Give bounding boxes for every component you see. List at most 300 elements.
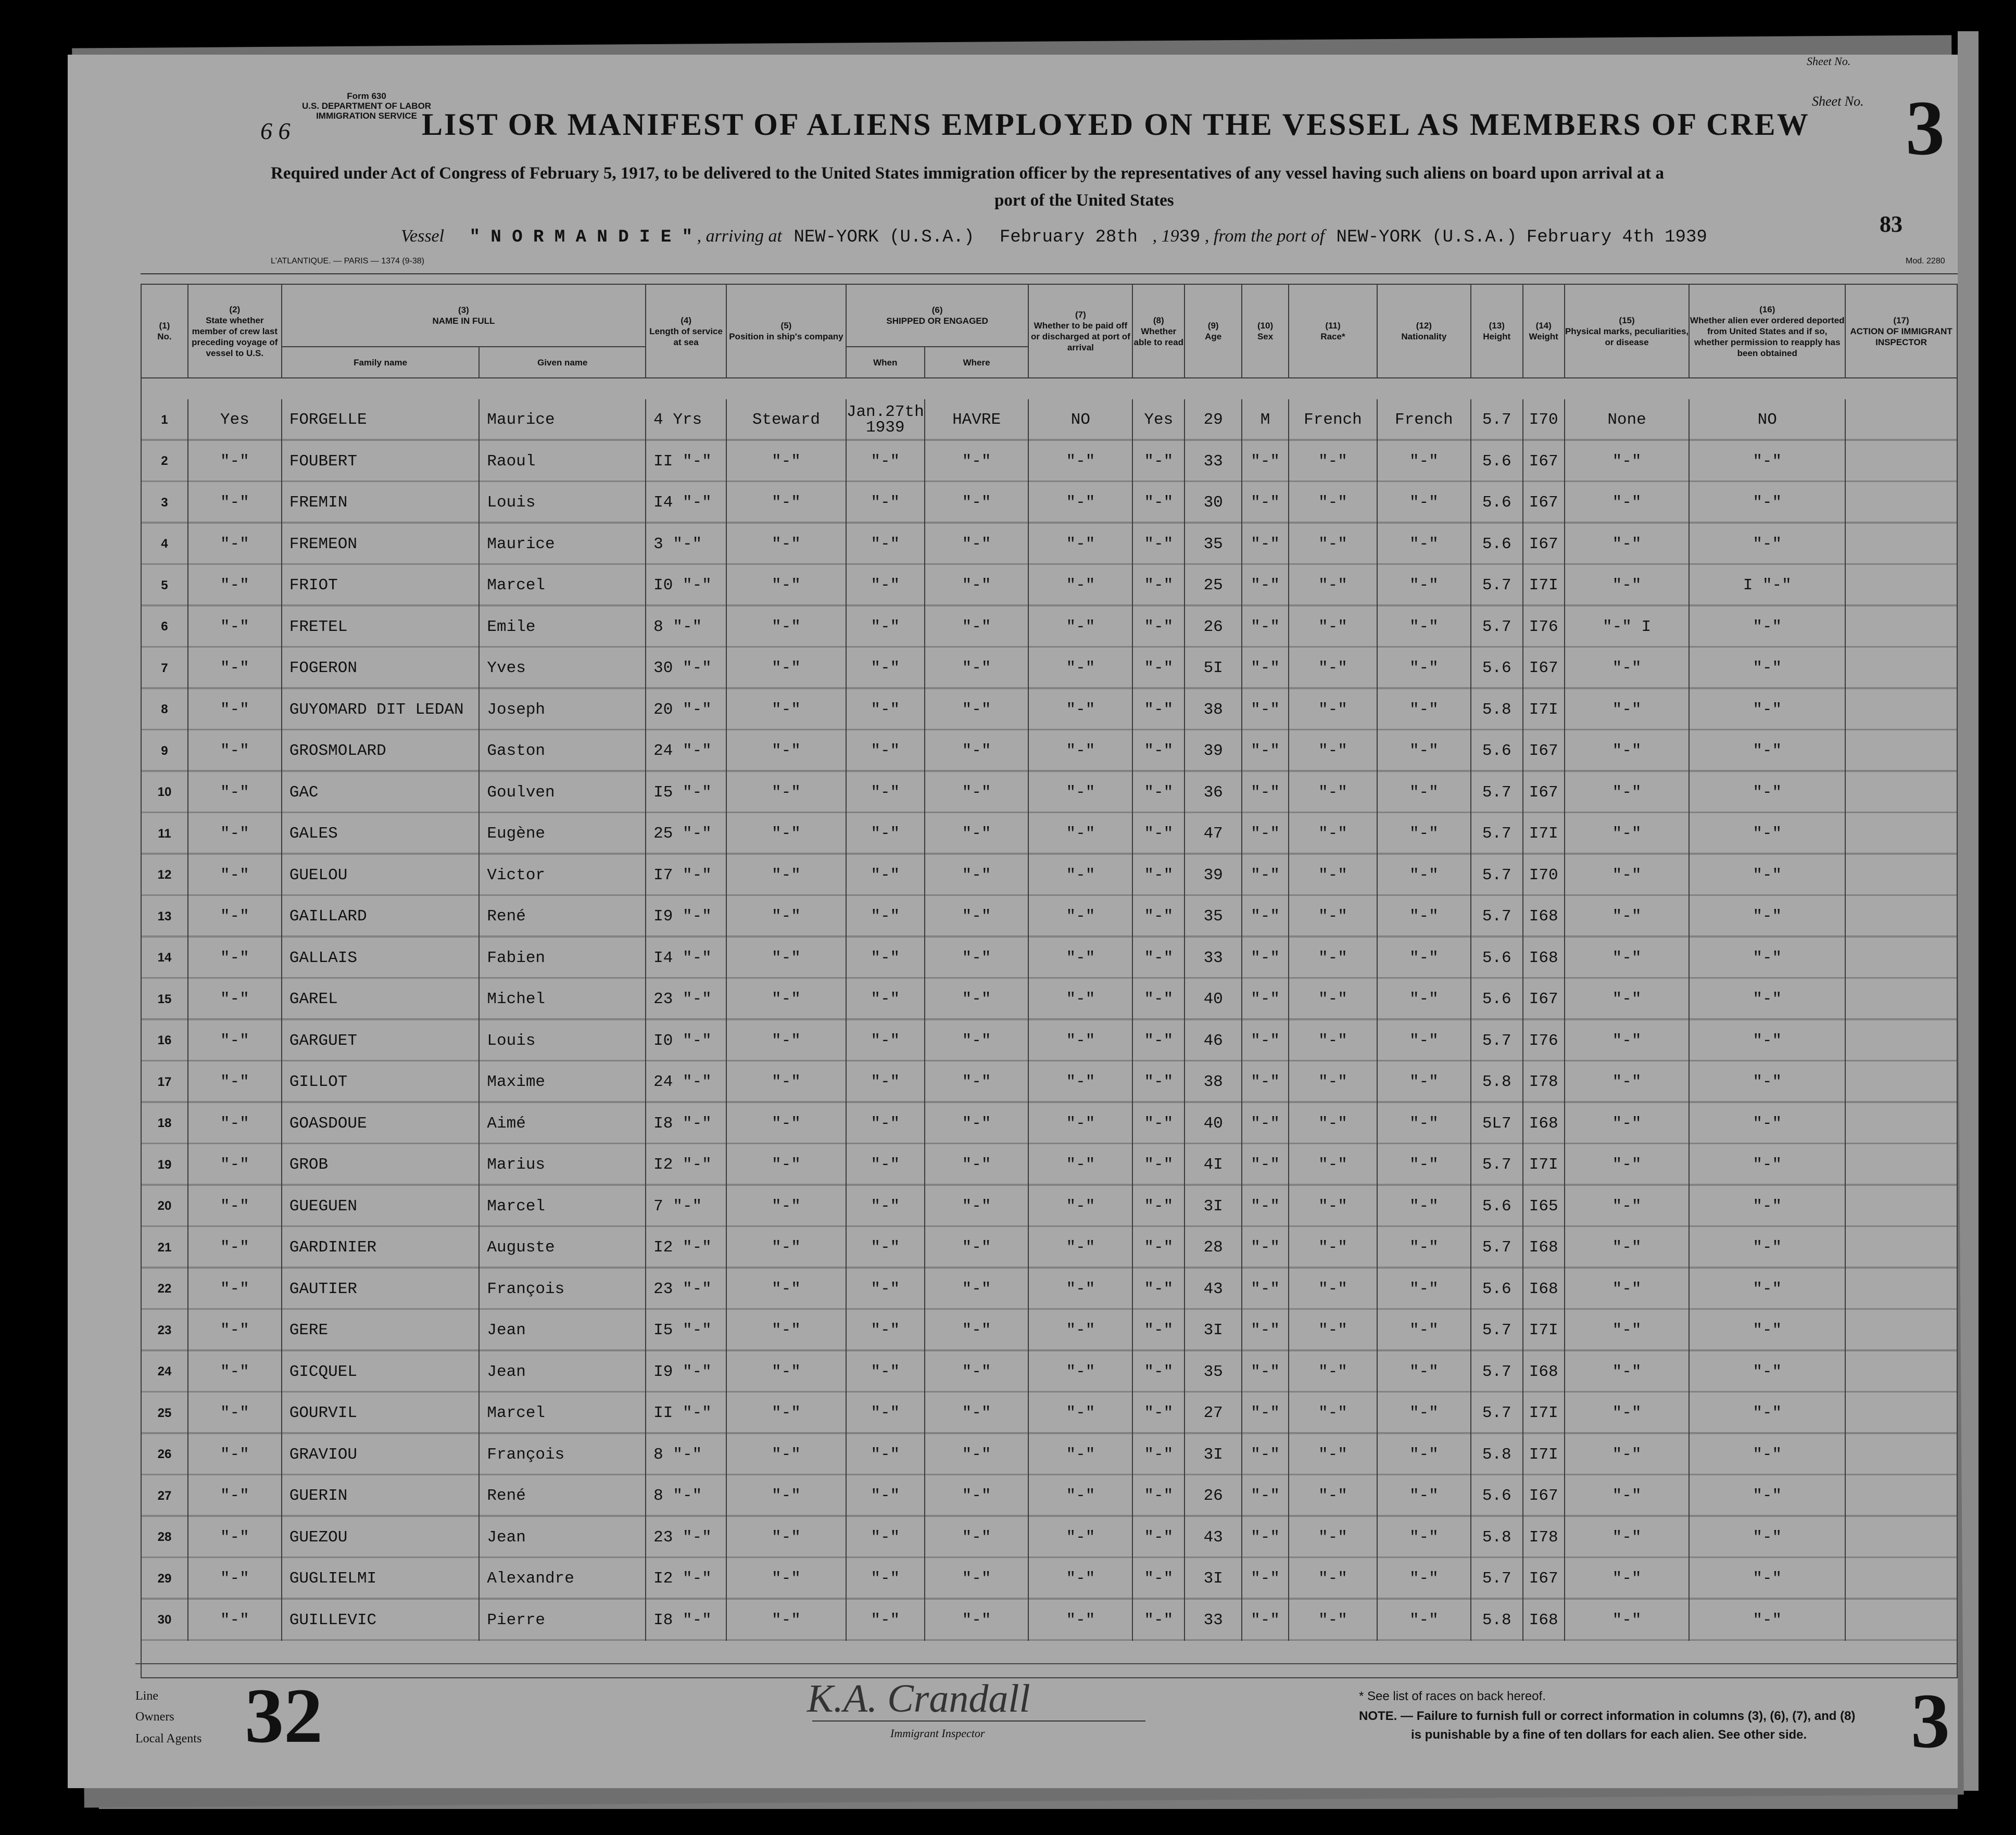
nationality-cell: "-" (1377, 606, 1471, 648)
height-cell: 5.7 (1471, 813, 1523, 855)
shipped-where-cell: "-" (925, 1310, 1029, 1351)
service-cell: 23 "-" (646, 1269, 726, 1310)
line-number: 16 (141, 1020, 188, 1062)
crew-rows (141, 399, 1957, 1641)
height-cell: 5.7 (1471, 1020, 1523, 1062)
line-number: 4 (141, 524, 188, 565)
nationality-cell: "-" (1377, 441, 1471, 483)
sex-cell: "-" (1242, 1020, 1289, 1062)
position-cell: "-" (726, 524, 846, 565)
table-row (141, 896, 1957, 938)
footer-owners-label: Owners (135, 1710, 174, 1724)
shipped-where-cell: "-" (925, 1144, 1029, 1186)
weight-cell: I67 (1523, 648, 1565, 689)
line-number: 2 (141, 441, 188, 483)
sex-cell: "-" (1242, 979, 1289, 1020)
given-name-cell: Raoul (479, 441, 646, 483)
from-port-label: , from the port of (1204, 226, 1325, 246)
header-rule (141, 273, 1958, 274)
inspector-action-cell (1845, 1558, 1957, 1600)
deported-cell: "-" (1689, 1600, 1845, 1641)
paid-off-cell: "-" (1028, 1434, 1132, 1476)
table-row (141, 1061, 1957, 1103)
weight-cell: I7I (1523, 813, 1565, 855)
shipped-when-cell: "-" (846, 896, 925, 938)
deported-cell: "-" (1689, 896, 1845, 938)
shipped-where-cell: "-" (925, 1269, 1029, 1310)
last-voyage-cell: "-" (188, 565, 282, 606)
read-cell: "-" (1132, 772, 1185, 814)
sex-cell: "-" (1242, 1517, 1289, 1559)
marks-cell: "-" (1565, 1020, 1690, 1062)
age-cell: 4I (1185, 1144, 1242, 1186)
race-cell: "-" (1289, 1227, 1377, 1269)
line-number: 26 (141, 1434, 188, 1476)
shipped-where-cell: "-" (925, 1227, 1029, 1269)
shipped-where-cell: "-" (925, 1061, 1029, 1103)
line-number: 14 (141, 938, 188, 979)
given-name-cell: Marcel (479, 1186, 646, 1227)
paid-off-cell: "-" (1028, 1600, 1132, 1641)
nationality-cell: "-" (1377, 1351, 1471, 1393)
read-cell: "-" (1132, 1186, 1185, 1227)
service-cell: I9 "-" (646, 1351, 726, 1393)
position-cell: "-" (726, 1434, 846, 1476)
age-cell: 29 (1185, 399, 1242, 441)
service-cell: 23 "-" (646, 979, 726, 1020)
paid-off-cell: "-" (1028, 482, 1132, 524)
shipped-when-cell: "-" (846, 1186, 925, 1227)
line-number: 8 (141, 689, 188, 731)
sex-cell: "-" (1242, 524, 1289, 565)
col-weight-header: (14) Weight (1523, 284, 1565, 378)
form-number: Form 630 (347, 91, 386, 101)
weight-cell: I7I (1523, 689, 1565, 731)
paid-off-cell: "-" (1028, 813, 1132, 855)
race-cell: "-" (1289, 1600, 1377, 1641)
line-number: 1 (141, 399, 188, 441)
height-cell: 5.7 (1471, 1144, 1523, 1186)
shipped-when-cell: "-" (846, 1103, 925, 1145)
last-voyage-cell: "-" (188, 855, 282, 896)
family-name-cell: GRAVIOU (282, 1434, 480, 1476)
table-row (141, 1020, 1957, 1062)
last-voyage-cell: "-" (188, 1558, 282, 1600)
last-voyage-cell: "-" (188, 1144, 282, 1186)
last-voyage-cell: "-" (188, 689, 282, 731)
age-cell: 35 (1185, 1351, 1242, 1393)
last-voyage-cell: "-" (188, 813, 282, 855)
shipped-where-cell: "-" (925, 565, 1029, 606)
given-name-cell: Victor (479, 855, 646, 896)
position-cell: "-" (726, 1475, 846, 1517)
read-cell: "-" (1132, 1393, 1185, 1434)
position-cell: "-" (726, 896, 846, 938)
marks-cell: "-" (1565, 1227, 1690, 1269)
paid-off-cell: "-" (1028, 1061, 1132, 1103)
deported-cell: "-" (1689, 1310, 1845, 1351)
table-row (141, 689, 1957, 731)
marks-cell: "-" (1565, 1393, 1690, 1434)
read-cell: "-" (1132, 441, 1185, 483)
weight-cell: I7I (1523, 1310, 1565, 1351)
race-cell: "-" (1289, 855, 1377, 896)
position-cell: "-" (726, 482, 846, 524)
nationality-cell: "-" (1377, 1020, 1471, 1062)
family-name-cell: GUEZOU (282, 1517, 480, 1559)
position-cell: "-" (726, 606, 846, 648)
inspector-action-cell (1845, 1061, 1957, 1103)
given-name-cell: Fabien (479, 938, 646, 979)
age-cell: 36 (1185, 772, 1242, 814)
age-cell: 46 (1185, 1020, 1242, 1062)
race-cell: "-" (1289, 1475, 1377, 1517)
nationality-cell: "-" (1377, 1393, 1471, 1434)
shipped-where-cell: "-" (925, 1600, 1029, 1641)
position-cell: "-" (726, 441, 846, 483)
marks-cell: "-" (1565, 855, 1690, 896)
footer-rule (135, 1663, 1958, 1664)
service-cell: I0 "-" (646, 565, 726, 606)
nationality-cell: "-" (1377, 1103, 1471, 1145)
sex-cell: "-" (1242, 606, 1289, 648)
read-cell: "-" (1132, 524, 1185, 565)
shipped-when-cell: "-" (846, 1351, 925, 1393)
read-cell: "-" (1132, 1144, 1185, 1186)
col-last-voyage-header: (2) State whether member of crew last preceding voyage of vessel to U.S. (188, 284, 282, 378)
weight-cell: I67 (1523, 730, 1565, 772)
position-cell: "-" (726, 648, 846, 689)
read-cell: "-" (1132, 606, 1185, 648)
position-cell: "-" (726, 730, 846, 772)
paid-off-cell: "-" (1028, 730, 1132, 772)
shipped-where-cell: "-" (925, 938, 1029, 979)
service-cell: I4 "-" (646, 938, 726, 979)
sex-cell: "-" (1242, 855, 1289, 896)
read-cell: "-" (1132, 689, 1185, 731)
read-cell: "-" (1132, 1020, 1185, 1062)
age-cell: 38 (1185, 1061, 1242, 1103)
position-cell: "-" (726, 1103, 846, 1145)
service-cell: I8 "-" (646, 1103, 726, 1145)
given-name-cell: François (479, 1269, 646, 1310)
read-cell: "-" (1132, 1351, 1185, 1393)
read-cell: "-" (1132, 1434, 1185, 1476)
family-name-cell: FRIOT (282, 565, 480, 606)
shipped-when-cell: "-" (846, 855, 925, 896)
edge-sheet-number: 3 (1911, 1678, 1950, 1764)
weight-cell: I76 (1523, 606, 1565, 648)
position-cell: "-" (726, 1227, 846, 1269)
given-name-cell: Emile (479, 606, 646, 648)
service-cell: 7 "-" (646, 1186, 726, 1227)
paid-off-cell: "-" (1028, 441, 1132, 483)
age-cell: 40 (1185, 1103, 1242, 1145)
height-cell: 5.7 (1471, 1310, 1523, 1351)
deported-cell: "-" (1689, 482, 1845, 524)
height-cell: 5.7 (1471, 1393, 1523, 1434)
given-name-cell: Yves (479, 648, 646, 689)
last-voyage-cell: "-" (188, 1103, 282, 1145)
table-row (141, 1517, 1957, 1559)
family-name-cell: GUELOU (282, 855, 480, 896)
last-voyage-cell: "-" (188, 1269, 282, 1310)
race-cell: "-" (1289, 1310, 1377, 1351)
marks-cell: "-" (1565, 896, 1690, 938)
col-family-name-header: Family name (282, 347, 480, 378)
shipped-where-cell: HAVRE (925, 399, 1029, 441)
height-cell: 5.6 (1471, 1475, 1523, 1517)
inspector-action-cell (1845, 1434, 1957, 1476)
nationality-cell: "-" (1377, 1144, 1471, 1186)
weight-cell: I68 (1523, 1269, 1565, 1310)
last-voyage-cell: Yes (188, 399, 282, 441)
footer-line-label: Line (135, 1689, 158, 1703)
sex-cell: "-" (1242, 1186, 1289, 1227)
family-name-cell: GROSMOLARD (282, 730, 480, 772)
shipped-where-cell: "-" (925, 1558, 1029, 1600)
race-cell: "-" (1289, 606, 1377, 648)
shipped-when-cell: "-" (846, 1475, 925, 1517)
deported-cell: "-" (1689, 648, 1845, 689)
family-name-cell: GUILLEVIC (282, 1600, 480, 1641)
read-cell: "-" (1132, 648, 1185, 689)
shipped-where-cell: "-" (925, 1517, 1029, 1559)
marks-cell: "-" (1565, 689, 1690, 731)
shipped-where-cell: "-" (925, 855, 1029, 896)
deported-cell: "-" (1689, 1351, 1845, 1393)
service-cell: I0 "-" (646, 1020, 726, 1062)
col-marks-header: (15) Physical marks, peculiarities, or disease (1565, 284, 1690, 378)
corner-marks: 6 6 (260, 118, 291, 144)
last-voyage-cell: "-" (188, 524, 282, 565)
table-row (141, 938, 1957, 979)
family-name-cell: GOURVIL (282, 1393, 480, 1434)
shipped-where-cell: "-" (925, 689, 1029, 731)
table-header (141, 284, 1957, 399)
inspector-action-cell (1845, 606, 1957, 648)
given-name-cell: Marcel (479, 1393, 646, 1434)
read-cell: "-" (1132, 979, 1185, 1020)
shipped-when-cell: "-" (846, 1144, 925, 1186)
age-cell: 3I (1185, 1434, 1242, 1476)
marks-cell: "-" (1565, 524, 1690, 565)
position-cell: "-" (726, 1393, 846, 1434)
shipped-when-cell: "-" (846, 1517, 925, 1559)
departure-date: February 4th 1939 (1526, 227, 1707, 247)
age-cell: 33 (1185, 441, 1242, 483)
deported-cell: "-" (1689, 1144, 1845, 1186)
read-cell: "-" (1132, 813, 1185, 855)
read-cell: "-" (1132, 1517, 1185, 1559)
weight-cell: I78 (1523, 1517, 1565, 1559)
paid-off-cell: "-" (1028, 1144, 1132, 1186)
last-voyage-cell: "-" (188, 1310, 282, 1351)
model-number: Mod. 2280 (1906, 257, 1945, 265)
nationality-cell: "-" (1377, 1475, 1471, 1517)
weight-cell: I70 (1523, 399, 1565, 441)
nationality-cell: "-" (1377, 813, 1471, 855)
read-cell: "-" (1132, 1269, 1185, 1310)
printer-imprint: L'ATLANTIQUE. — PARIS — 1374 (9-38) (271, 257, 424, 265)
position-cell: "-" (726, 1517, 846, 1559)
nationality-cell: French (1377, 399, 1471, 441)
weight-cell: I67 (1523, 1475, 1565, 1517)
position-cell: "-" (726, 772, 846, 814)
inspector-action-cell (1845, 1393, 1957, 1434)
given-name-cell: Jean (479, 1310, 646, 1351)
vessel-name: " N O R M A N D I E " (469, 227, 693, 247)
nationality-cell: "-" (1377, 1517, 1471, 1559)
race-cell: "-" (1289, 1269, 1377, 1310)
race-cell: "-" (1289, 482, 1377, 524)
family-name-cell: GALLAIS (282, 938, 480, 979)
family-name-cell: FORGELLE (282, 399, 480, 441)
paid-off-cell: "-" (1028, 524, 1132, 565)
marks-cell: "-" (1565, 1103, 1690, 1145)
weight-cell: I68 (1523, 938, 1565, 979)
given-name-cell: Marcel (479, 565, 646, 606)
line-number: 5 (141, 565, 188, 606)
family-name-cell: GOASDOUE (282, 1103, 480, 1145)
family-name-cell: GARDINIER (282, 1227, 480, 1269)
table-row (141, 979, 1957, 1020)
arrival-port: NEW-YORK (U.S.A.) (793, 227, 975, 247)
marks-cell: "-" (1565, 1061, 1690, 1103)
service-cell: 8 "-" (646, 1434, 726, 1476)
line-number: 28 (141, 1517, 188, 1559)
line-number: 30 (141, 1600, 188, 1641)
last-voyage-cell: "-" (188, 1186, 282, 1227)
table-row (141, 1186, 1957, 1227)
nationality-cell: "-" (1377, 855, 1471, 896)
line-number: 25 (141, 1393, 188, 1434)
weight-cell: I67 (1523, 482, 1565, 524)
height-cell: 5.6 (1471, 648, 1523, 689)
race-cell: "-" (1289, 938, 1377, 979)
last-voyage-cell: "-" (188, 441, 282, 483)
deported-cell: "-" (1689, 813, 1845, 855)
nationality-cell: "-" (1377, 896, 1471, 938)
inspector-action-cell (1845, 1310, 1957, 1351)
paid-off-cell: "-" (1028, 689, 1132, 731)
shipped-when-cell: "-" (846, 1434, 925, 1476)
deported-cell: "-" (1689, 1186, 1845, 1227)
table-row (141, 565, 1957, 606)
position-cell: "-" (726, 1269, 846, 1310)
line-number: 15 (141, 979, 188, 1020)
sex-cell: "-" (1242, 1600, 1289, 1641)
race-cell: "-" (1289, 648, 1377, 689)
inspector-action-cell (1845, 1227, 1957, 1269)
inspector-action-cell (1845, 399, 1957, 441)
position-cell: "-" (726, 1310, 846, 1351)
line-number: 17 (141, 1061, 188, 1103)
footer-agents-label: Local Agents (135, 1732, 202, 1745)
table-row (141, 730, 1957, 772)
read-cell: Yes (1132, 399, 1185, 441)
penalty-note-line2: is punishable by a fine of ten dollars for each alien. See other side. (1411, 1728, 1807, 1742)
line-number: 19 (141, 1144, 188, 1186)
deported-cell: "-" (1689, 855, 1845, 896)
weight-cell: I7I (1523, 1393, 1565, 1434)
height-cell: 5.7 (1471, 565, 1523, 606)
family-name-cell: GILLOT (282, 1061, 480, 1103)
service-cell: I5 "-" (646, 1310, 726, 1351)
deported-cell: "-" (1689, 1269, 1845, 1310)
race-cell: "-" (1289, 1144, 1377, 1186)
service-cell: I5 "-" (646, 772, 726, 814)
inspector-action-cell (1845, 1269, 1957, 1310)
sex-cell: "-" (1242, 1103, 1289, 1145)
marks-cell: "-" (1565, 1517, 1690, 1559)
deported-cell: "-" (1689, 938, 1845, 979)
age-cell: 3I (1185, 1310, 1242, 1351)
last-voyage-cell: "-" (188, 1475, 282, 1517)
service-cell: I2 "-" (646, 1144, 726, 1186)
race-cell: "-" (1289, 1103, 1377, 1145)
table-row (141, 482, 1957, 524)
table-row (141, 1351, 1957, 1393)
race-cell: "-" (1289, 565, 1377, 606)
read-cell: "-" (1132, 1103, 1185, 1145)
table-row (141, 1475, 1957, 1517)
sex-cell: "-" (1242, 772, 1289, 814)
family-name-cell: GALES (282, 813, 480, 855)
inspector-action-cell (1845, 565, 1957, 606)
family-name-cell: FREMIN (282, 482, 480, 524)
marks-cell: "-" (1565, 1434, 1690, 1476)
paid-off-cell: "-" (1028, 855, 1132, 896)
last-voyage-cell: "-" (188, 648, 282, 689)
inspector-action-cell (1845, 1475, 1957, 1517)
table-row (141, 1103, 1957, 1145)
line-number: 24 (141, 1351, 188, 1393)
inspector-action-cell (1845, 979, 1957, 1020)
shipped-when-cell: "-" (846, 482, 925, 524)
marks-cell: "-" (1565, 1186, 1690, 1227)
paid-off-cell: "-" (1028, 1227, 1132, 1269)
col-height-header: (13) Height (1471, 284, 1523, 378)
shipped-when-cell: "-" (846, 730, 925, 772)
line-number: 22 (141, 1269, 188, 1310)
shipped-when-cell: "-" (846, 648, 925, 689)
deported-cell: "-" (1689, 1061, 1845, 1103)
table-row (141, 1269, 1957, 1310)
sex-cell: "-" (1242, 938, 1289, 979)
read-cell: "-" (1132, 938, 1185, 979)
given-name-cell: Alexandre (479, 1558, 646, 1600)
family-name-cell: FREMEON (282, 524, 480, 565)
inspector-action-cell (1845, 1103, 1957, 1145)
weight-cell: I7I (1523, 1144, 1565, 1186)
deported-cell: "-" (1689, 979, 1845, 1020)
line-number: 11 (141, 813, 188, 855)
col-paid-off-header: (7) Whether to be paid off or discharged at port of arrival (1028, 284, 1132, 378)
sex-cell: "-" (1242, 1269, 1289, 1310)
deported-cell: "-" (1689, 1393, 1845, 1434)
weight-cell: I68 (1523, 1103, 1565, 1145)
table-row (141, 524, 1957, 565)
table-row (141, 1600, 1957, 1641)
paid-off-cell: "-" (1028, 772, 1132, 814)
last-voyage-cell: "-" (188, 896, 282, 938)
crew-manifest-table (141, 284, 1958, 1678)
race-cell: "-" (1289, 1351, 1377, 1393)
race-cell: "-" (1289, 1434, 1377, 1476)
position-cell: "-" (726, 938, 846, 979)
last-voyage-cell: "-" (188, 1393, 282, 1434)
